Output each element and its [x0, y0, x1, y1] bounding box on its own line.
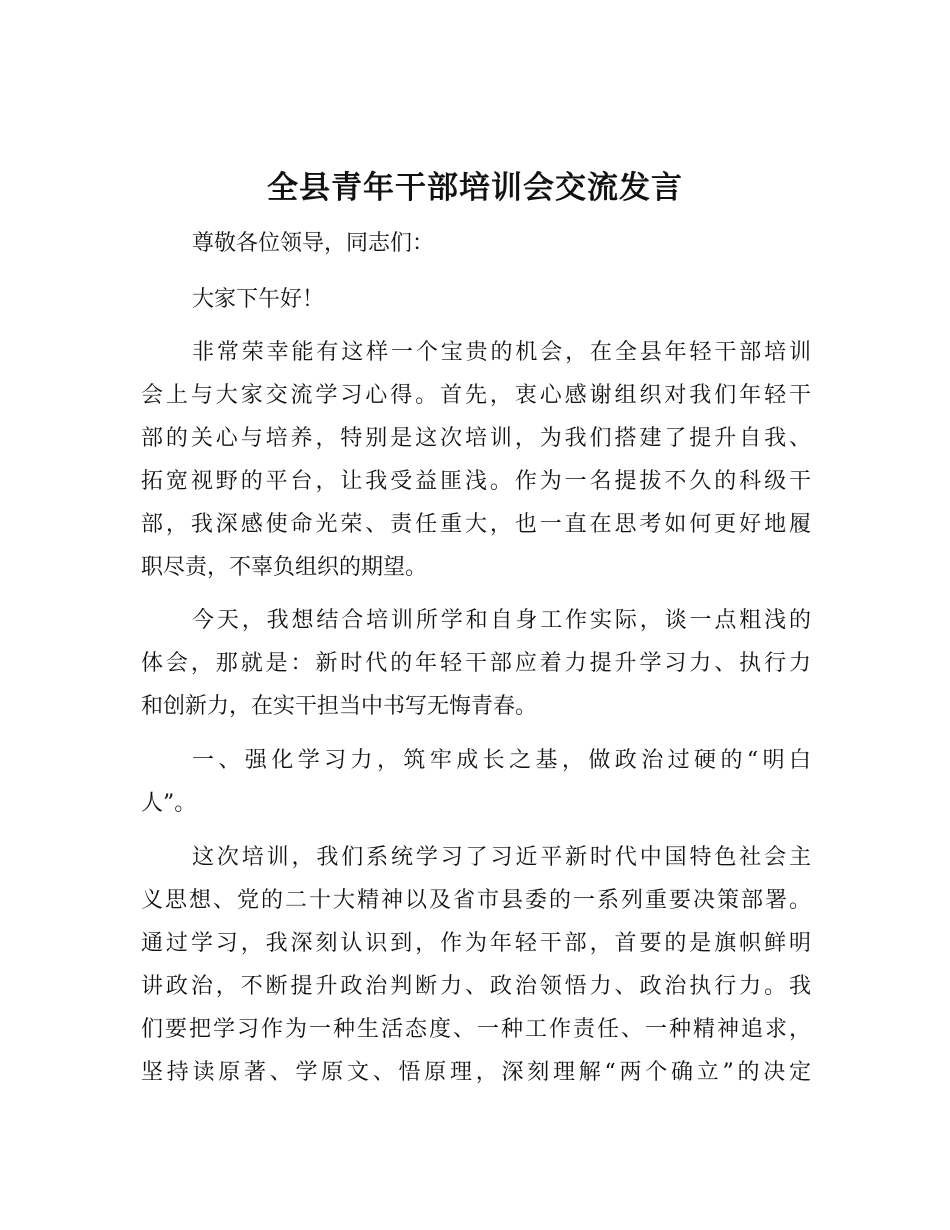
paragraph-line: 一、强化学习力，筑牢成长之基，做政治过硬的“明白	[192, 748, 811, 773]
paragraph-line: 讲政治，不断提升政治判断力、政治领悟力、政治执行力。我	[141, 974, 811, 999]
paragraph-line: 尊敬各位领导，同志们：	[192, 231, 435, 256]
paragraph-line: 部，我深感使命光荣、责任重大，也一直在思考如何更好地履	[141, 512, 811, 537]
paragraph-line: 体会，那就是：新时代的年轻干部应着力提升学习力、执行力	[141, 651, 811, 676]
paragraph-line: 人”。	[141, 791, 197, 816]
paragraph	[141, 222, 811, 265]
paragraph	[141, 278, 811, 321]
paragraph-line: 和创新力，在实干担当中书写无悔青春。	[141, 694, 538, 719]
paragraph-line: 职尽责，不辜负组织的期望。	[141, 555, 428, 580]
paragraph	[141, 331, 811, 589]
paragraph-line: 们要把学习作为一种生活态度、一种工作责任、一种精神追求，	[141, 1017, 811, 1042]
paragraph-line: 义思想、党的二十大精神以及省市县委的一系列重要决策部署。	[141, 888, 811, 913]
paragraph	[141, 836, 811, 1094]
paragraph-line: 大家下午好！	[192, 287, 325, 312]
paragraph-line: 非常荣幸能有这样一个宝贵的机会，在全县年轻干部培训	[192, 340, 811, 365]
document-title: 全县青年干部培训会交流发言	[267, 170, 683, 206]
paragraph	[141, 739, 811, 825]
paragraph-line: 这次培训，我们系统学习了习近平新时代中国特色社会主	[192, 845, 811, 870]
paragraph-line: 部的关心与培养，特别是这次培训，为我们搭建了提升自我、	[141, 426, 811, 451]
paragraph-line: 今天，我想结合培训所学和自身工作实际，谈一点粗浅的	[192, 608, 811, 633]
paragraph-line: 会上与大家交流学习心得。首先，衷心感谢组织对我们年轻干	[141, 383, 811, 408]
paragraph-line: 拓宽视野的平台，让我受益匪浅。作为一名提拔不久的科级干	[141, 469, 811, 494]
paragraph-line: 坚持读原著、学原文、悟原理，深刻理解“两个确立”的决定	[141, 1060, 811, 1085]
paragraph	[141, 599, 811, 728]
paragraph-line: 通过学习，我深刻认识到，作为年轻干部，首要的是旗帜鲜明	[141, 931, 811, 956]
